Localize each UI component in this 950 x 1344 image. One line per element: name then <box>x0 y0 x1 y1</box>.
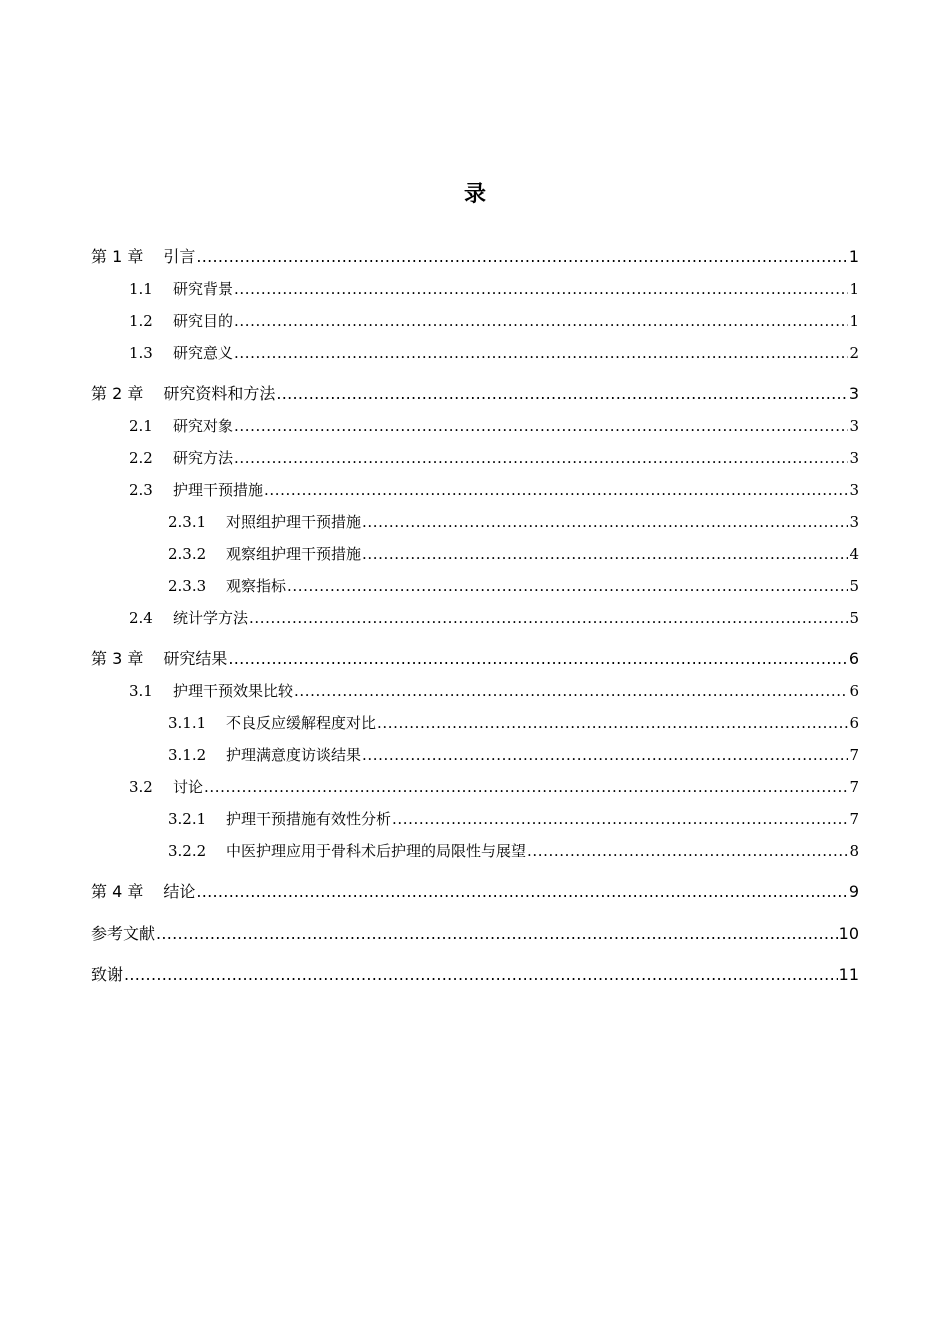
toc-entry-page-number: 3 <box>849 481 859 499</box>
toc-entry-page-number: 4 <box>849 545 859 563</box>
toc-entry-title: 研究方法 <box>173 449 234 467</box>
toc-entry-title: 致谢 <box>91 965 124 984</box>
toc-entry-number: 3.2.2 <box>168 842 207 860</box>
toc-dot-leader <box>377 710 848 736</box>
toc-entry[interactable] <box>168 742 859 768</box>
toc-entry-page-number: 5 <box>849 609 859 627</box>
toc-entry-number: 2.2 <box>129 449 153 467</box>
toc-dot-leader <box>264 477 848 503</box>
toc-entry[interactable] <box>129 413 859 439</box>
toc-entry-page-number: 3 <box>848 384 859 403</box>
toc-entry-title: 研究目的 <box>173 312 234 330</box>
toc-entry-title: 护理满意度访谈结果 <box>226 746 362 764</box>
toc-entry-title: 统计学方法 <box>173 609 249 627</box>
toc-entry-title: 观察组护理干预措施 <box>226 545 362 563</box>
toc-entry-number: 3.1.2 <box>168 746 207 764</box>
toc-entry-page-number: 5 <box>849 577 859 595</box>
toc-entry[interactable] <box>91 879 859 905</box>
toc-entry-page-number: 10 <box>838 924 859 943</box>
toc-entry-page-number: 8 <box>849 842 859 860</box>
toc-entry-page-number: 7 <box>849 810 859 828</box>
toc-entry[interactable] <box>91 381 859 407</box>
toc-dot-leader <box>156 921 838 947</box>
toc-dot-leader <box>362 509 848 535</box>
toc-dot-leader <box>234 340 848 366</box>
toc-dot-leader <box>287 573 848 599</box>
toc-entry-number: 2.3 <box>129 481 153 499</box>
toc-entry-page-number: 9 <box>848 882 859 901</box>
toc-entry-title: 对照组护理干预措施 <box>226 513 362 531</box>
toc-entry-page-number: 6 <box>849 714 859 732</box>
toc-entry-title: 观察指标 <box>226 577 287 595</box>
toc-entry[interactable] <box>129 308 859 334</box>
toc-entry[interactable] <box>129 445 859 471</box>
toc-dot-leader <box>294 678 848 704</box>
toc-entry-title: 引言 <box>163 247 196 266</box>
toc-dot-leader <box>362 742 848 768</box>
toc-entry-page-number: 7 <box>849 778 859 796</box>
toc-entry-title: 研究资料和方法 <box>163 384 276 403</box>
toc-dot-leader <box>362 541 848 567</box>
toc-entry-title: 研究意义 <box>173 344 234 362</box>
toc-entry-page-number: 2 <box>849 344 859 362</box>
toc-entry-title: 参考文献 <box>91 924 156 943</box>
toc-entry-title: 研究对象 <box>173 417 234 435</box>
toc-entry-title: 护理干预效果比较 <box>173 682 294 700</box>
toc-dot-leader <box>196 244 847 270</box>
toc-entry[interactable] <box>168 806 859 832</box>
page-title: 录 <box>463 182 486 207</box>
toc-entry-page-number: 3 <box>849 449 859 467</box>
toc-entry[interactable] <box>168 710 859 736</box>
toc-entry-number: 2.4 <box>129 609 153 627</box>
toc-dot-leader <box>234 276 848 302</box>
toc-entry-number: 2.3.3 <box>168 577 207 595</box>
toc-entry[interactable] <box>91 244 859 270</box>
toc-entry-page-number: 6 <box>849 682 859 700</box>
toc-entry-number: 第 2 章 <box>91 384 144 403</box>
toc-dot-leader <box>234 413 848 439</box>
toc-dot-leader <box>234 445 848 471</box>
toc-entry-number: 第 4 章 <box>91 882 144 901</box>
toc-dot-leader <box>124 962 838 988</box>
toc-entry-title: 不良反应缓解程度对比 <box>226 714 377 732</box>
toc-entry[interactable] <box>168 541 859 567</box>
toc-entry[interactable] <box>91 646 859 672</box>
toc-entry-number: 1.2 <box>129 312 153 330</box>
toc-entry-number: 第 1 章 <box>91 247 144 266</box>
toc-entry-page-number: 11 <box>838 965 859 984</box>
toc-dot-leader <box>204 774 848 800</box>
toc-entry-title: 护理干预措施有效性分析 <box>226 810 392 828</box>
toc-entry-page-number: 1 <box>849 312 859 330</box>
toc-entry-page-number: 6 <box>848 649 859 668</box>
toc-entry-number: 3.2 <box>129 778 153 796</box>
toc-entry[interactable] <box>129 774 859 800</box>
toc-entry[interactable] <box>129 605 859 631</box>
toc-entry[interactable] <box>129 678 859 704</box>
toc-entry[interactable] <box>91 962 859 988</box>
toc-entry-title: 研究背景 <box>173 280 234 298</box>
toc-dot-leader <box>234 308 848 334</box>
toc-dot-leader <box>228 646 847 672</box>
toc-entry-number: 1.3 <box>129 344 153 362</box>
toc-dot-leader <box>276 381 847 407</box>
toc-entry-page-number: 3 <box>849 513 859 531</box>
toc-entry[interactable] <box>91 921 859 947</box>
toc-entry-title: 护理干预措施 <box>173 481 264 499</box>
toc-dot-leader <box>249 605 848 631</box>
toc-entry[interactable] <box>168 509 859 535</box>
toc-entry-page-number: 3 <box>849 417 859 435</box>
toc-entry-title: 结论 <box>163 882 196 901</box>
toc-entry-number: 3.2.1 <box>168 810 207 828</box>
toc-entry-number: 3.1 <box>129 682 153 700</box>
toc-dot-leader <box>527 838 848 864</box>
toc-entry[interactable] <box>129 477 859 503</box>
toc-entry-title: 研究结果 <box>163 649 228 668</box>
toc-entry-title: 讨论 <box>173 778 204 796</box>
toc-entry[interactable] <box>129 340 859 366</box>
toc-entry-number: 2.3.1 <box>168 513 207 531</box>
toc-entry-number: 第 3 章 <box>91 649 144 668</box>
toc-entry-number: 2.3.2 <box>168 545 207 563</box>
toc-entry-number: 1.1 <box>129 280 153 298</box>
toc-entry-page-number: 1 <box>849 280 859 298</box>
toc-entry[interactable] <box>129 276 859 302</box>
toc-entry-number: 2.1 <box>129 417 153 435</box>
toc-entry-number: 3.1.1 <box>168 714 207 732</box>
toc-dot-leader <box>392 806 848 832</box>
toc-entry-title: 中医护理应用于骨科术后护理的局限性与展望 <box>226 842 527 860</box>
toc-dot-leader <box>196 879 847 905</box>
toc-entry-page-number: 1 <box>848 247 859 266</box>
toc-entry[interactable] <box>168 838 859 864</box>
toc-entry-page-number: 7 <box>849 746 859 764</box>
toc-entry[interactable] <box>168 573 859 599</box>
